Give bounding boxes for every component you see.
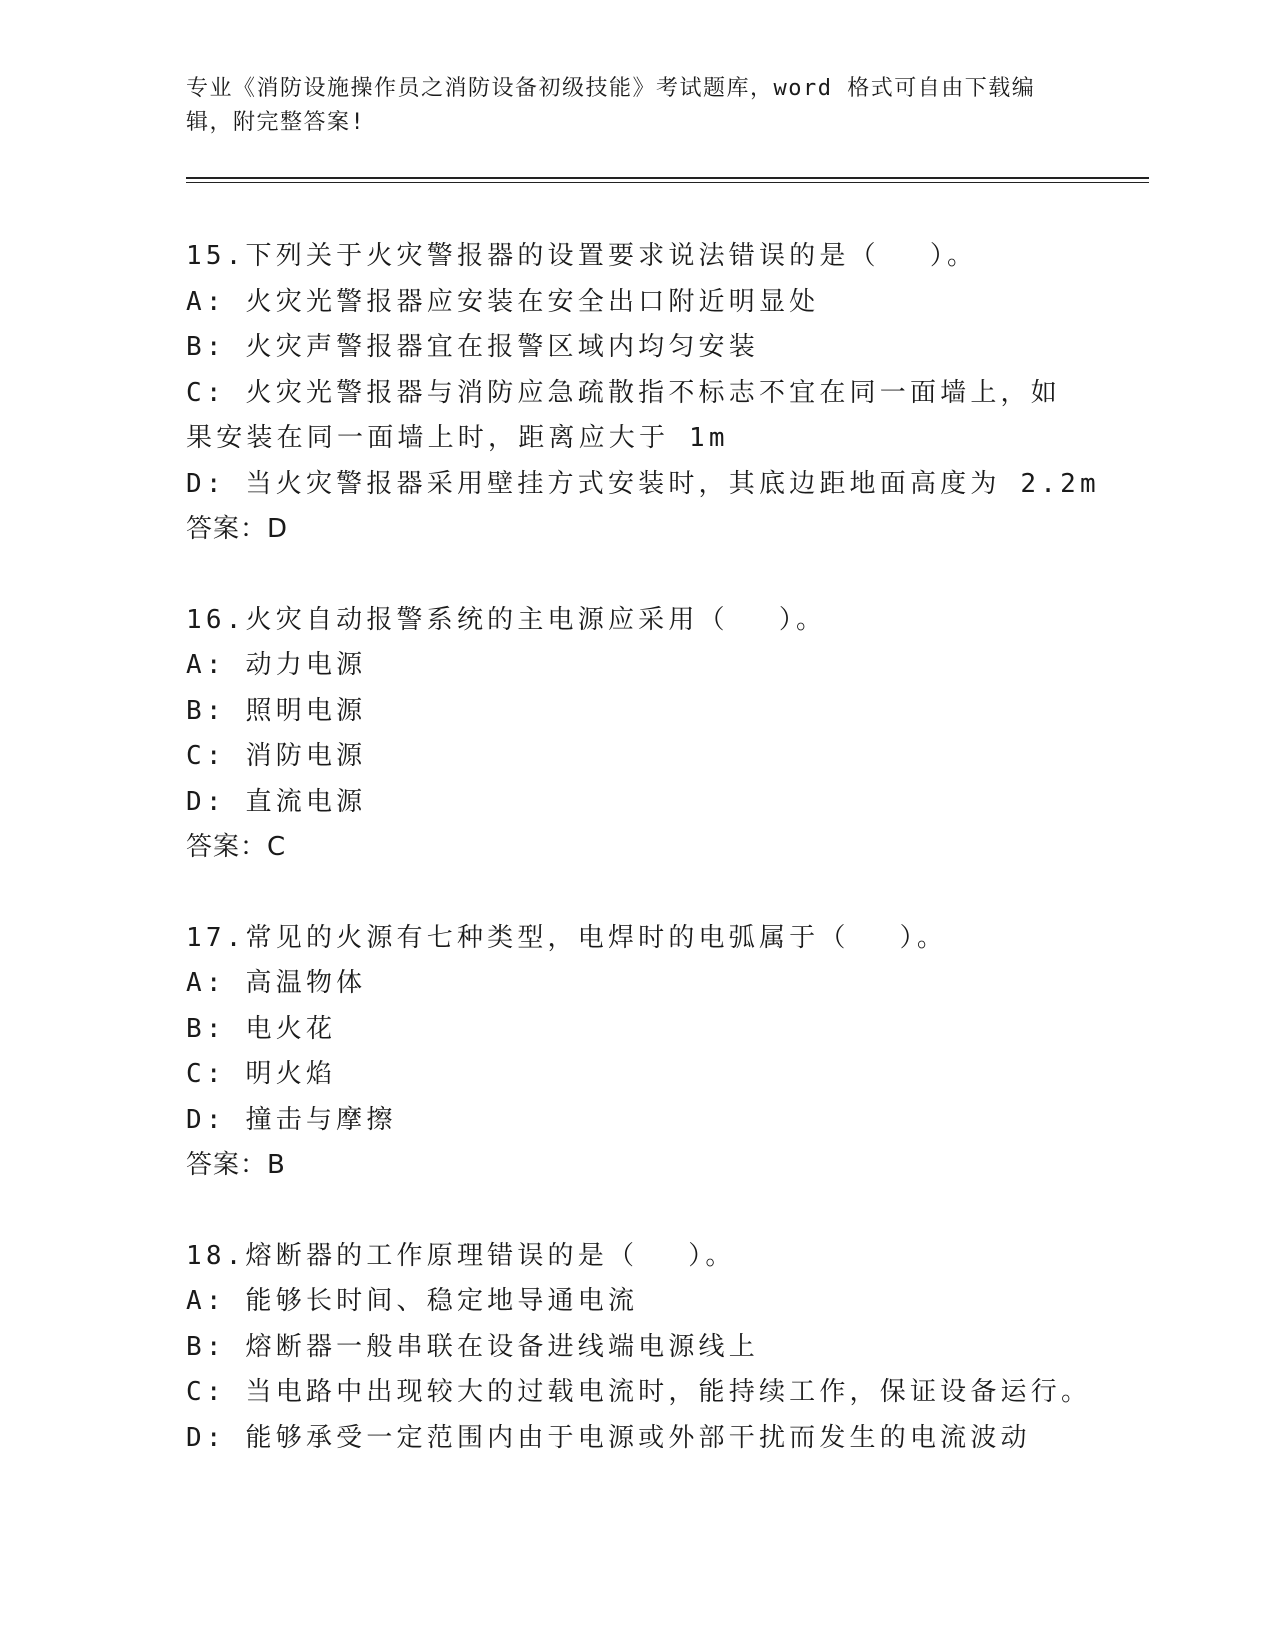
question-list [186,234,1100,1506]
header-divider-thin [186,182,1149,183]
option-c: C: 当电路中出现较大的过载电流时，能持续工作，保证设备运行。 [186,1377,1092,1407]
option-b: B: 火灾声警报器宜在报警区域内均匀安装 [186,332,759,362]
option-a: A: 能够长时间、稳定地导通电流 [186,1286,639,1316]
question-stem: 17.常见的火源有七种类型，电焊时的电弧属于（ ）。 [186,922,948,953]
option-a: A: 火灾光警报器应安装在安全出口附近明显处 [186,286,820,317]
option-c: C: 消防电源 [186,741,367,771]
question-15 [186,234,1100,553]
option-d: D: 直流电源 [186,786,367,817]
question-stem: 16.火灾自动报警系统的主电源应采用（ ）。 [186,604,827,635]
question-stem: 15.下列关于火灾警报器的设置要求说法错误的是（ ）。 [186,241,978,271]
header-text: 专业《消防设施操作员之消防设备初级技能》考试题库，word 格式可自由下载编辑，附完整答案! [186,76,1036,135]
question-16 [186,598,1086,871]
option-d: D: 撞击与摩擦 [186,1104,397,1135]
answer: 答案：B [186,1150,286,1180]
answer: 答案：C [186,832,287,862]
option-b: B: 熔断器一般串联在设备进线端电源线上 [186,1331,759,1362]
question-stem: 18.熔断器的工作原理错误的是（ ）。 [186,1240,736,1271]
answer: 答案：D [186,514,289,544]
option-b: B: 照明电源 [186,695,367,726]
option-c: C: 火灾光警报器与消防应急疏散指不标志不宜在同一面墙上，如果安装在同一面墙上时，距离应大于 1m [186,377,1061,453]
question-18 [186,1234,1092,1462]
option-a: A: 高温物体 [186,968,367,998]
option-d: D: 当火灾警报器采用壁挂方式安装时，其底边距地面高度为 2.2m [186,468,1100,499]
question-17 [186,916,1086,1189]
header-divider [186,177,1149,179]
option-c: C: 明火焰 [186,1059,337,1089]
option-b: B: 电火花 [186,1013,337,1044]
option-d: D: 能够承受一定范围内由于电源或外部干扰而发生的电流波动 [186,1422,1031,1453]
option-a: A: 动力电源 [186,650,367,680]
